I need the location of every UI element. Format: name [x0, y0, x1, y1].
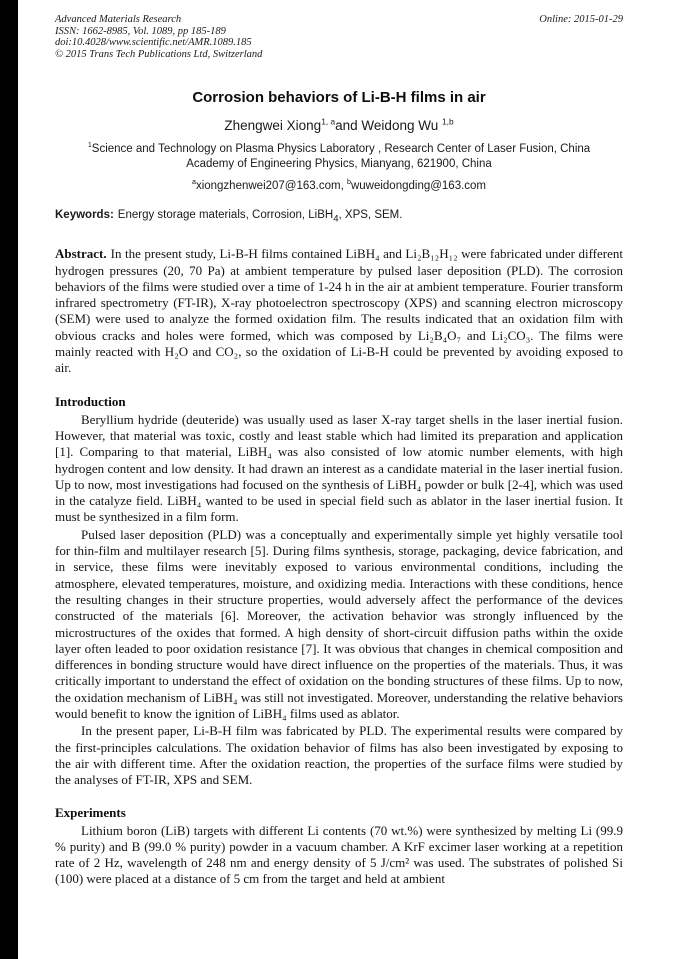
journal-header-left — [55, 14, 262, 60]
section-heading-introduction: Introduction — [55, 393, 126, 409]
introduction-paragraph-2: Pulsed laser deposition (PLD) was a conceptually and experimentally simple yet highly versatile tool for thin-film and multilayer research [5]. During films synthesis, storage, packaging, device fabrication, and in service, these films were inevitably exposed to various environmental conditions, including the atmosphere, elevated temperatures, moisture, and oxidizing media. Interactions with these conditions, hence the resulting changes in their structure properties, would adversely affect the performance of the devices constructed of the materials [6]. Moreover, the activation behavior was strongly influenced by the microstructures of the oxides that formed. A high density of short-circuit diffusion paths within the oxide layer often leaded to poor oxidation resistance [7]. It was obvious that changes in chemical composition and differences in bonding structure would have direct influence on the properties of the materials. Thus, it was critically important to understand the effect of oxidation on the bonding structures of these films. Up to now, the oxidation mechanism of LiBH₄ was still not investigated. Moreover, understanding the relative behaviors would benefit to know the ignition of LiBH₄ films used as ablator. — [55, 526, 623, 722]
keywords-label: Keywords: — [55, 209, 114, 221]
keywords-line — [55, 208, 623, 226]
email-mark-a: a — [191, 178, 196, 187]
scan-edge-artifact — [0, 0, 18, 959]
experiments-paragraph-1: Lithium boron (LiB) targets with different Li contents (70 wt.%) were synthesized by melting Li (99.9 % purity) and B (99.0 % purity) powder in a vacuum chamber. A KrF excimer laser working at a repetition rate of 2 Hz, wavelength of 248 nm and energy density of 5 J/cm² was used. The substrates of polished Si (100) were placed at a distance of 5 cm from the target and held at ambient — [55, 822, 623, 887]
introduction-paragraph-1: Beryllium hydride (deuteride) was usually used as laser X-ray target shells in the laser inertial fusion. However, that material was toxic, costly and least stable which had limited its preparation and application [1]. Comparing to that material, LiBH₄ was also consisted of low atomic number elements, with high hydrogen content and low density. It had drawn an interest as a candidate material in the laser inertial fusion. Up to now, most investigations had focused on the synthesis of LiBH₄ powder or bulk [2-4], which was used in the catalyze field. LiBH₄ wanted to be used in special field such as ablator in the laser inertial fusion. It must be synthesized in a film form. — [55, 411, 623, 525]
paper-page — [55, 14, 623, 888]
keywords-text-pre: Energy storage materials, Corrosion, LiBH — [117, 209, 334, 221]
abstract-paragraph — [55, 246, 623, 376]
doi-line: doi:10.4028/www.scientific.net/AMR.1089.185 — [55, 37, 252, 48]
author-name-1: Zhengwei Xiong — [224, 118, 322, 133]
copyright-line: © 2015 Trans Tech Publications Ltd, Switzerland — [55, 48, 263, 60]
email-mark-b: b — [346, 178, 351, 187]
email-address-a: xiongzhenwei207@163.com — [195, 180, 341, 192]
affiliation-text: Science and Technology on Plasma Physics Laboratory , Research Center of Laser Fusion, China Academy of Engineering Physics, Mianyang, 621900, China — [91, 143, 591, 170]
affiliation-line — [69, 142, 609, 172]
keywords-text-post: , XPS, SEM. — [338, 209, 403, 221]
email-separator: , — [340, 180, 347, 192]
online-date: Online: 2015-01-29 — [539, 14, 623, 25]
author-affil-mark-2: 1,b — [441, 116, 454, 127]
emails-line — [55, 179, 623, 193]
author-affil-mark-1: 1, a — [321, 116, 336, 127]
affiliation-mark: 1 — [87, 141, 92, 150]
journal-name: Advanced Materials Research — [55, 14, 182, 25]
authors-line — [55, 117, 623, 134]
abstract-text: In the present study, Li-B-H films contained LiBH₄ and Li₂B₁₂H₁₂ were fabricated under different hydrogen pressures (20, 70 Pa) at ambient temperature by pulsed laser deposition (PLD). The corrosion behaviors of the films were studied over a time of 1-24 h in the air at ambient temperature. Fourier transform infrared spectrometry (FT-IR), X-ray photoelectron spectroscopy (XPS) and scanning electron microscopy (SEM) were used to analyze the formed oxidation film. The results indicated that an oxidation film with obvious cracks and holes were formed, which was composed by Li₂B₄O₇ and Li₂CO₃. The films were mainly reacted with H₂O and CO₂, so the oxidation of Li-B-H could be prevented by avoiding exposed to air. — [55, 246, 623, 376]
abstract-label: Abstract. — [55, 246, 107, 262]
author-name-2: and Weidong Wu — [335, 118, 442, 133]
journal-header — [55, 14, 623, 60]
paper-title: Corrosion behaviors of Li-B-H films in air — [192, 89, 486, 106]
introduction-paragraph-3: In the present paper, Li-B-H film was fabricated by PLD. The experimental results were compared by the first-principles calculations. The oxidation behavior of films has also been investigated by exposing to the air with different time. After the oxidation reaction, the properties of the surface films were studied by the analyses of FT-IR, XPS and SEM. — [55, 723, 623, 788]
issn-line: ISSN: 1662-8985, Vol. 1089, pp 185-189 — [55, 25, 226, 37]
section-heading-experiments: Experiments — [55, 804, 126, 820]
keywords-subscript: 4 — [333, 213, 339, 225]
email-address-b: wuweidongding@163.com — [350, 180, 487, 192]
